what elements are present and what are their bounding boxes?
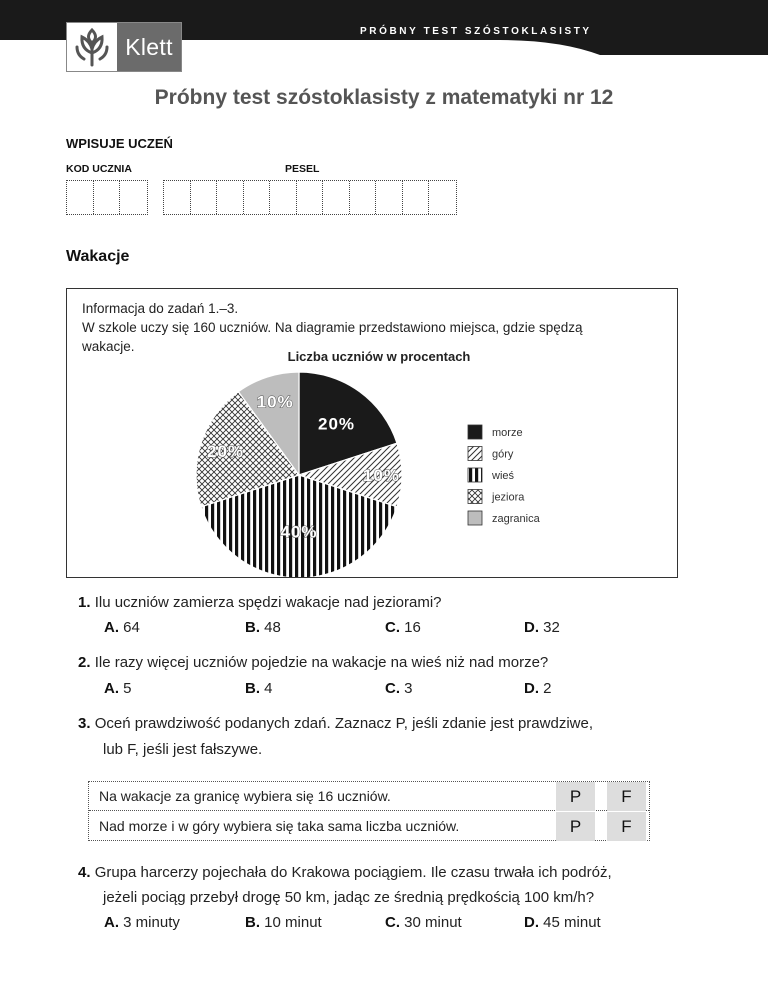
- pesel-label: PESEL: [285, 163, 320, 175]
- pesel-boxes[interactable]: [163, 180, 457, 215]
- answer-b[interactable]: B. 48: [245, 619, 281, 636]
- question-text: Oceń prawdziwość podanych zdań. Zaznacz P, jeśli zdanie jest prawdziwe,: [94, 715, 593, 732]
- section-title: Wakacje: [66, 248, 130, 265]
- statement-text: Nad morze i w góry wybiera się taka sama liczba uczniów.: [99, 818, 460, 834]
- klett-leaf-icon: [67, 23, 117, 71]
- slice-label: 10%: [362, 466, 400, 485]
- legend-swatch-góry: [468, 447, 482, 461]
- code-box[interactable]: [67, 181, 94, 214]
- pesel-box[interactable]: [376, 181, 403, 214]
- option-p[interactable]: P: [556, 782, 595, 811]
- pesel-box[interactable]: [191, 181, 218, 214]
- answer-a[interactable]: A. 5: [104, 680, 132, 697]
- answer-d[interactable]: D. 2: [524, 680, 552, 697]
- table-row: [89, 782, 649, 811]
- info-line: W szkole uczy się 160 uczniów. Na diagramie przedstawiono miejsca, gdzie spędzą: [82, 320, 583, 335]
- question-4: [78, 864, 612, 881]
- question-number: 4.: [78, 864, 91, 881]
- question-text: Grupa harcerzy pojechała do Krakowa pociągiem. Ile czasu trwała ich podróż,: [94, 864, 612, 881]
- banner-text: PRÓBNY TEST SZÓSTOKLASISTY: [360, 26, 592, 37]
- page-title: Próbny test szóstoklasisty z matematyki nr 12: [154, 86, 614, 109]
- answer-a[interactable]: A. 64: [104, 619, 140, 636]
- info-box: [66, 288, 678, 578]
- question-2: [78, 654, 548, 671]
- legend-label-wieś: wieś: [492, 470, 515, 482]
- answer-b[interactable]: B. 4: [245, 680, 273, 697]
- pie-chart: [67, 289, 677, 577]
- answer-d[interactable]: D. 45 minut: [524, 914, 601, 931]
- code-box[interactable]: [94, 181, 121, 214]
- legend-swatch-jeziora: [468, 490, 482, 504]
- student-code-label: KOD UCZNIA: [66, 163, 132, 175]
- legend-swatch-wieś: [468, 468, 482, 482]
- true-false-table: [88, 781, 650, 841]
- question-3: [78, 715, 593, 732]
- table-row: [89, 812, 649, 841]
- legend-label-góry: góry: [492, 448, 514, 461]
- question-text-continued: lub F, jeśli jest fałszywe.: [103, 741, 263, 758]
- slice-label: 10%: [256, 392, 294, 412]
- question-text-continued: jeżeli pociąg przebył drogę 50 km, jadąc ze średnią prędkością 100 km/h?: [103, 889, 595, 906]
- question-text: Ile razy więcej uczniów pojedzie na wakacje na wieś niż nad morze?: [94, 654, 549, 671]
- slice-label: 20%: [318, 414, 356, 434]
- legend-label-morze: morze: [492, 427, 523, 439]
- option-p[interactable]: P: [556, 812, 595, 841]
- answer-c[interactable]: C. 30 minut: [385, 914, 462, 931]
- pesel-box[interactable]: [217, 181, 244, 214]
- option-f[interactable]: F: [607, 782, 646, 811]
- legend-swatch-zagranica: [468, 511, 482, 525]
- answer-c[interactable]: C. 16: [385, 619, 421, 636]
- answer-c[interactable]: C. 3: [385, 680, 413, 697]
- pesel-box[interactable]: [323, 181, 350, 214]
- pesel-box[interactable]: [270, 181, 297, 214]
- question-1: [78, 594, 442, 611]
- question-number: 3.: [78, 715, 91, 732]
- pesel-box[interactable]: [429, 181, 456, 214]
- pesel-box[interactable]: [350, 181, 377, 214]
- info-line: wakacje.: [82, 339, 135, 354]
- statement-text: Na wakacje za granicę wybiera się 16 uczniów.: [99, 788, 391, 804]
- legend-label-jeziora: jeziora: [492, 491, 525, 504]
- question-text: Ilu uczniów zamierza spędzi wakacje nad jeziorami?: [94, 594, 442, 611]
- info-line: Informacja do zadań 1.–3.: [82, 301, 239, 316]
- pesel-box[interactable]: [403, 181, 430, 214]
- pesel-box[interactable]: [164, 181, 191, 214]
- pesel-box[interactable]: [244, 181, 271, 214]
- chart-title: Liczba uczniów w procentach: [287, 349, 471, 364]
- option-f[interactable]: F: [607, 812, 646, 841]
- klett-logo: [66, 22, 182, 72]
- legend-label-zagranica: zagranica: [492, 513, 540, 525]
- student-section-label: WPISUJE UCZEŃ: [66, 136, 173, 151]
- answer-a[interactable]: A. 3 minuty: [104, 914, 180, 931]
- question-number: 2.: [78, 654, 91, 671]
- slice-label: 40%: [280, 522, 318, 542]
- slice-label: 20%: [207, 442, 245, 462]
- question-number: 1.: [78, 594, 91, 611]
- pesel-box[interactable]: [297, 181, 324, 214]
- code-box[interactable]: [120, 181, 147, 214]
- legend-swatch-morze: [468, 425, 482, 439]
- answer-b[interactable]: B. 10 minut: [245, 914, 322, 931]
- answer-d[interactable]: D. 32: [524, 619, 560, 636]
- student-code-boxes[interactable]: [66, 180, 148, 215]
- logo-text: Klett: [117, 23, 181, 71]
